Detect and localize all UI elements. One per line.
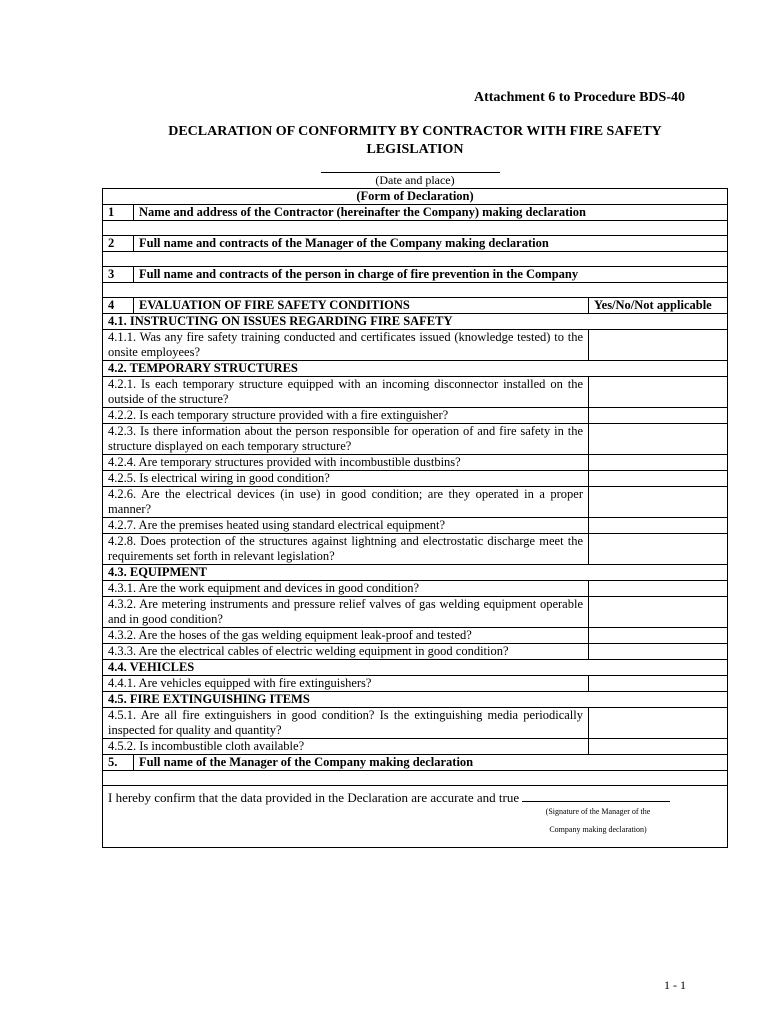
- answer-cell[interactable]: [589, 487, 728, 518]
- answer-cell[interactable]: [589, 644, 728, 660]
- question-text: 4.1.1. Was any fire safety training conducted and certificates issued (knowledge tested) to the onsite employees?: [103, 330, 589, 361]
- answer-cell[interactable]: [589, 377, 728, 408]
- section-row-3: [103, 267, 728, 283]
- group-title: 4.2. TEMPORARY STRUCTURES: [103, 361, 728, 377]
- group-title: 4.4. VEHICLES: [103, 660, 728, 676]
- group-header-row: [103, 692, 728, 708]
- date-place-caption: (Date and place): [375, 173, 455, 187]
- document-title: [104, 123, 726, 159]
- group-header-row: [103, 361, 728, 377]
- signature-caption-line2: Company making declaration): [549, 825, 647, 834]
- question-text: 4.3.3. Are the electrical cables of electric welding equipment in good condition?: [103, 644, 589, 660]
- group-header-row: [103, 314, 728, 330]
- answer-cell[interactable]: [589, 330, 728, 361]
- question-row: [103, 330, 728, 361]
- question-row: [103, 534, 728, 565]
- answer-cell[interactable]: [589, 471, 728, 487]
- section-answer-row[interactable]: [103, 252, 728, 267]
- group-header-row: [103, 565, 728, 581]
- question-row: [103, 597, 728, 628]
- question-text: 4.5.1. Are all fire extinguishers in good condition? Is the extinguishing media periodically inspected for quality and quantity?: [103, 708, 589, 739]
- section-row-2: [103, 236, 728, 252]
- question-text: 4.3.2. Are metering instruments and pressure relief valves of gas welding equipment operable and in good condition?: [103, 597, 589, 628]
- section-label: Full name and contracts of the person in charge of fire prevention in the Company: [134, 267, 728, 283]
- section-answer-row[interactable]: [103, 221, 728, 236]
- form-caption-row: [103, 189, 728, 205]
- group-title: 4.5. FIRE EXTINGUISHING ITEMS: [103, 692, 728, 708]
- question-text: 4.5.2. Is incombustible cloth available?: [103, 739, 589, 755]
- question-text: 4.2.1. Is each temporary structure equipped with an incoming disconnector installed on the outside of the structure?: [103, 377, 589, 408]
- answer-cell[interactable]: [589, 455, 728, 471]
- attachment-reference: Attachment 6 to Procedure BDS-40: [473, 90, 685, 105]
- section-answer-field[interactable]: [103, 771, 728, 786]
- document-title-line1: DECLARATION OF CONFORMITY BY CONTRACTOR WITH FIRE SAFETY: [168, 124, 662, 139]
- question-text: 4.3.1. Are the work equipment and devices in good condition?: [103, 581, 589, 597]
- answer-cell[interactable]: [589, 628, 728, 644]
- section-label: Name and address of the Contractor (hereinafter the Company) making declaration: [134, 205, 728, 221]
- section-row-1: [103, 205, 728, 221]
- answer-cell[interactable]: [589, 581, 728, 597]
- question-row: [103, 408, 728, 424]
- form-caption: (Form of Declaration): [103, 189, 728, 205]
- answer-column-header: Yes/No/Not applicable: [589, 298, 728, 314]
- section-label: EVALUATION OF FIRE SAFETY CONDITIONS: [134, 298, 589, 314]
- section-answer-field[interactable]: [103, 283, 728, 298]
- question-row: [103, 487, 728, 518]
- answer-cell[interactable]: [589, 408, 728, 424]
- question-text: 4.2.5. Is electrical wiring in good condition?: [103, 471, 589, 487]
- question-row: [103, 377, 728, 408]
- confirmation-text: I hereby confirm that the data provided in the Declaration are accurate and true: [108, 790, 520, 805]
- declaration-form-table: [102, 188, 728, 848]
- confirmation-row: [103, 786, 728, 848]
- question-text: 4.2.8. Does protection of the structures against lightning and electrostatic discharge meet the requirements set forth in relevant legislation?: [103, 534, 589, 565]
- question-row: [103, 676, 728, 692]
- question-row: [103, 628, 728, 644]
- question-row: [103, 644, 728, 660]
- question-text: 4.2.3. Is there information about the person responsible for operation of and fire safety in the structure displayed on each temporary structure?: [103, 424, 589, 455]
- document-title-line2: LEGISLATION: [366, 142, 464, 157]
- question-text: 4.2.4. Are temporary structures provided with incombustible dustbins?: [103, 455, 589, 471]
- page-number: 1 - 1: [664, 978, 686, 992]
- answer-cell[interactable]: [589, 739, 728, 755]
- question-row: [103, 471, 728, 487]
- question-text: 4.2.6. Are the electrical devices (in use) in good condition; are they operated in a proper manner?: [103, 487, 589, 518]
- section-number: 5.: [103, 755, 134, 771]
- question-text: 4.2.7. Are the premises heated using standard electrical equipment?: [103, 518, 589, 534]
- question-row: [103, 739, 728, 755]
- section-answer-row[interactable]: [103, 771, 728, 786]
- answer-cell[interactable]: [589, 518, 728, 534]
- section-number: 4: [103, 298, 134, 314]
- answer-cell[interactable]: [589, 424, 728, 455]
- group-title: 4.1. INSTRUCTING ON ISSUES REGARDING FIRE SAFETY: [103, 314, 728, 330]
- section-number: 3: [103, 267, 134, 283]
- section-answer-row[interactable]: [103, 283, 728, 298]
- group-header-row: [103, 660, 728, 676]
- answer-cell[interactable]: [589, 534, 728, 565]
- question-row: [103, 708, 728, 739]
- question-text: 4.2.2. Is each temporary structure provided with a fire extinguisher?: [103, 408, 589, 424]
- section-label: Full name of the Manager of the Company making declaration: [134, 755, 728, 771]
- section-answer-field[interactable]: [103, 221, 728, 236]
- section-label: Full name and contracts of the Manager of the Company making declaration: [134, 236, 728, 252]
- question-text: 4.3.2. Are the hoses of the gas welding equipment leak-proof and tested?: [103, 628, 589, 644]
- signature-caption-line1: (Signature of the Manager of the: [545, 807, 651, 816]
- group-title: 4.3. EQUIPMENT: [103, 565, 728, 581]
- question-row: [103, 424, 728, 455]
- question-row: [103, 455, 728, 471]
- question-row: [103, 518, 728, 534]
- answer-cell[interactable]: [589, 708, 728, 739]
- question-text: 4.4.1. Are vehicles equipped with fire extinguishers?: [103, 676, 589, 692]
- question-row: [103, 581, 728, 597]
- answer-cell[interactable]: [589, 676, 728, 692]
- section-answer-field[interactable]: [103, 252, 728, 267]
- answer-cell[interactable]: [589, 597, 728, 628]
- section-number: 1: [103, 205, 134, 221]
- section-row-4: [103, 298, 728, 314]
- confirmation-cell: [103, 786, 728, 848]
- section-number: 2: [103, 236, 134, 252]
- signature-caption: [523, 803, 673, 839]
- signature-line[interactable]: [522, 789, 670, 802]
- section-row-5: [103, 755, 728, 771]
